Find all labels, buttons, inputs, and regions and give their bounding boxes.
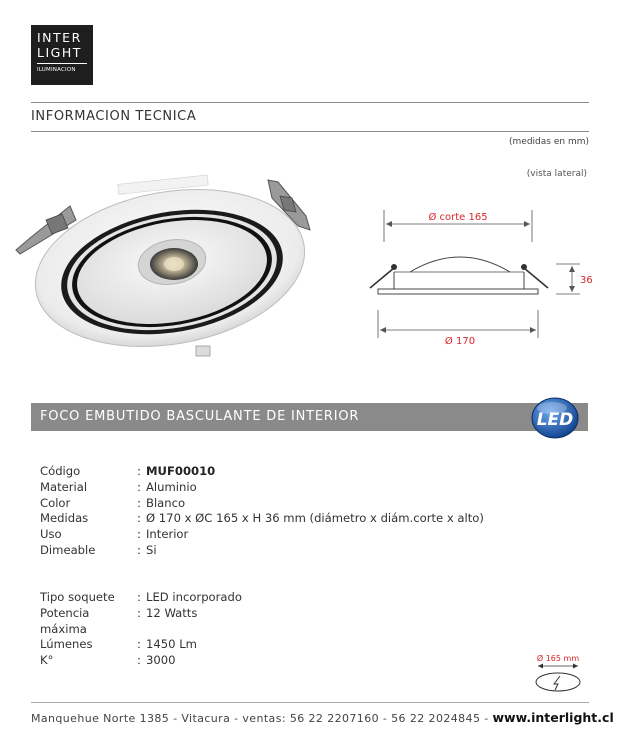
product-photo (10, 168, 330, 373)
spec-label: Uso (40, 527, 62, 542)
spec-value: LED incorporado (146, 590, 242, 604)
spec-label: Material (40, 479, 88, 494)
product-title-banner (31, 403, 588, 431)
section-title: INFORMACION TECNICA (31, 109, 197, 124)
spec-value: 12 Watts (146, 605, 198, 620)
units-note: (medidas en mm) (509, 137, 589, 147)
spec-value: Ø 170 x ØC 165 x H 36 mm (diámetro x diám.corte x alto) (146, 511, 484, 526)
spec-separator: : (137, 511, 141, 526)
footer-address: Manquehue Norte 1385 - Vitacura - ventas: 56 22 2207160 - 56 22 2024845 - (31, 712, 493, 725)
left-spring (370, 268, 394, 288)
right-spring (524, 268, 548, 288)
top-divider (31, 102, 589, 103)
spec-value-code: MUF00010 (146, 464, 216, 478)
spec-row-material (40, 480, 484, 496)
spec-label: Potencia máxima (40, 605, 90, 636)
logo-rule (37, 63, 87, 64)
spec-label: Medidas (40, 511, 89, 526)
footer (31, 710, 614, 725)
spec-row-codigo (40, 464, 484, 480)
spec-label: Color (40, 495, 71, 510)
spec-row-tipo-soquete (40, 590, 242, 606)
fixture-flange (378, 289, 538, 294)
spec-separator: : (137, 637, 141, 652)
spec-value: 1450 Lm (146, 637, 197, 652)
spec-list-general (40, 464, 484, 559)
spec-label: Código (40, 464, 81, 478)
cut-icon-label: Ø 165 mm (536, 654, 580, 663)
led-badge-text: LED (536, 410, 574, 430)
spec-value: 3000 (146, 653, 176, 668)
spec-label: Dimeable (40, 542, 96, 557)
spec-label: Tipo soquete (40, 590, 115, 604)
spec-row-kelvin (40, 653, 242, 669)
spec-separator: : (137, 527, 141, 542)
view-note: (vista lateral) (526, 169, 587, 179)
section-divider (31, 131, 589, 132)
product-title: FOCO EMBUTIDO BASCULANTE DE INTERIOR (40, 409, 360, 424)
spec-separator: : (137, 653, 141, 668)
spec-row-dimeable (40, 543, 484, 559)
spec-value: Interior (146, 527, 189, 542)
spec-row-uso (40, 527, 484, 543)
spec-label: Lúmenes (40, 637, 93, 652)
interlight-logo (31, 25, 93, 85)
spec-separator: : (137, 479, 141, 494)
height-label: 36 (580, 275, 593, 286)
diameter-label: Ø 170 (444, 336, 476, 347)
spec-row-medidas (40, 511, 484, 527)
logo-line-inter: INTER (37, 30, 82, 45)
spec-separator: : (137, 495, 141, 510)
logo-line-iluminacion: ILUMINACION (37, 67, 76, 73)
footer-divider (31, 702, 589, 703)
spec-label: K° (40, 653, 54, 668)
led-badge-icon (530, 396, 580, 440)
spec-value: Si (146, 542, 157, 557)
spec-list-electrical (40, 590, 242, 669)
spec-row-color (40, 496, 484, 512)
spec-separator: : (137, 605, 141, 620)
spec-value: Blanco (146, 495, 186, 510)
spec-value: Aluminio (146, 479, 197, 494)
logo-line-light: LIGHT (37, 45, 82, 60)
spec-row-lumenes (40, 637, 242, 653)
side-view-drawing (360, 200, 600, 360)
fixture-dome (410, 257, 510, 272)
footer-website-link[interactable]: www.interlight.cl (492, 710, 614, 725)
cut-diameter-icon (530, 652, 592, 694)
cut-label: Ø corte 165 (428, 212, 488, 223)
spec-separator: : (137, 464, 141, 478)
spec-separator: : (137, 590, 141, 604)
spec-separator: : (137, 542, 141, 557)
spec-row-potencia (40, 606, 242, 638)
